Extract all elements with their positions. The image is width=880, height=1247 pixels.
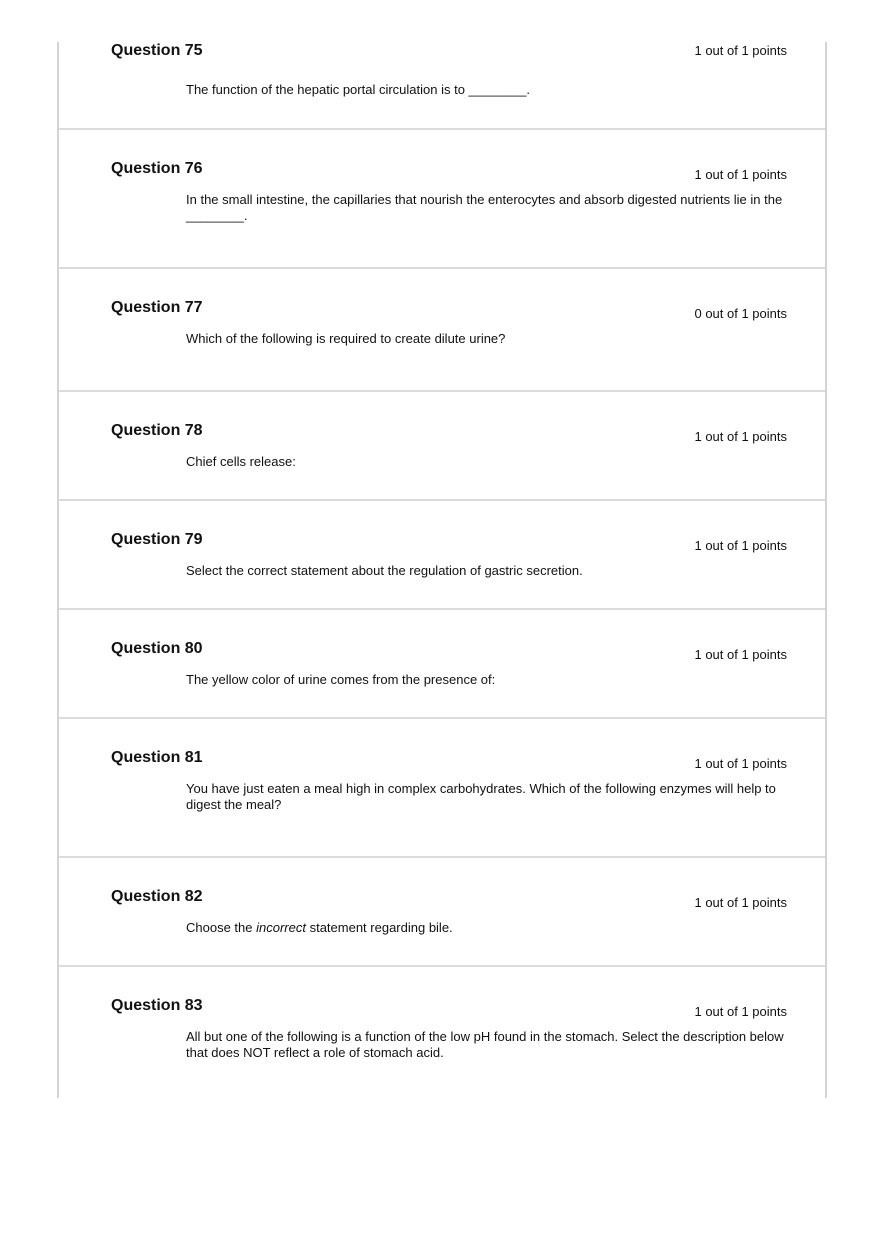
- question-title: Question 81: [111, 749, 203, 766]
- question-score: 1 out of 1 points: [694, 538, 787, 553]
- question-text: In the small intestine, the capillaries that nourish the enterocytes and absorb digested nutrients lie in the ________.: [186, 192, 783, 223]
- question-text: Chief cells release:: [186, 454, 296, 469]
- question-title: Question 77: [111, 299, 203, 316]
- question-score: 0 out of 1 points: [694, 306, 787, 321]
- question-83: [59, 967, 825, 1099]
- question-title: Question 83: [111, 997, 203, 1014]
- question-81: [59, 719, 825, 858]
- question-text-part: statement regarding bile.: [305, 920, 453, 935]
- question-title: Question 82: [111, 888, 203, 905]
- question-79: [59, 501, 825, 610]
- question-text-part: Choose the: [186, 920, 257, 935]
- question-text: [186, 920, 786, 936]
- question-76: [59, 130, 825, 269]
- question-78: [59, 392, 825, 501]
- question-title: Question 80: [111, 640, 203, 657]
- question-score: 1 out of 1 points: [694, 647, 787, 662]
- question-text: You have just eaten a meal high in complex carbohydrates. Which of the following enzymes will help to digest the meal?: [186, 781, 776, 812]
- question-score: 1 out of 1 points: [694, 1004, 787, 1019]
- question-title: Question 79: [111, 531, 203, 548]
- question-text: The yellow color of urine comes from the presence of:: [186, 672, 496, 687]
- quiz-results-list: [57, 42, 827, 1098]
- question-title: Question 75: [111, 42, 203, 59]
- question-text: All but one of the following is a function of the low pH found in the stomach. Select the description below that does NOT reflect a role of stomach acid.: [186, 1029, 784, 1060]
- question-score: 1 out of 1 points: [694, 895, 787, 910]
- question-score: 1 out of 1 points: [694, 429, 787, 444]
- question-score: 1 out of 1 points: [694, 43, 787, 58]
- question-score: 1 out of 1 points: [694, 756, 787, 771]
- question-text: Which of the following is required to create dilute urine?: [186, 331, 506, 346]
- question-82: [59, 858, 825, 967]
- question-77: [59, 269, 825, 392]
- question-text-emphasis: incorrect: [256, 920, 306, 935]
- question-score: 1 out of 1 points: [694, 167, 787, 182]
- question-title: Question 76: [111, 160, 203, 177]
- question-text: The function of the hepatic portal circulation is to ________.: [186, 82, 530, 97]
- question-80: [59, 610, 825, 719]
- question-text: Select the correct statement about the regulation of gastric secretion.: [186, 563, 583, 578]
- question-title: Question 78: [111, 422, 203, 439]
- question-75: [59, 42, 825, 130]
